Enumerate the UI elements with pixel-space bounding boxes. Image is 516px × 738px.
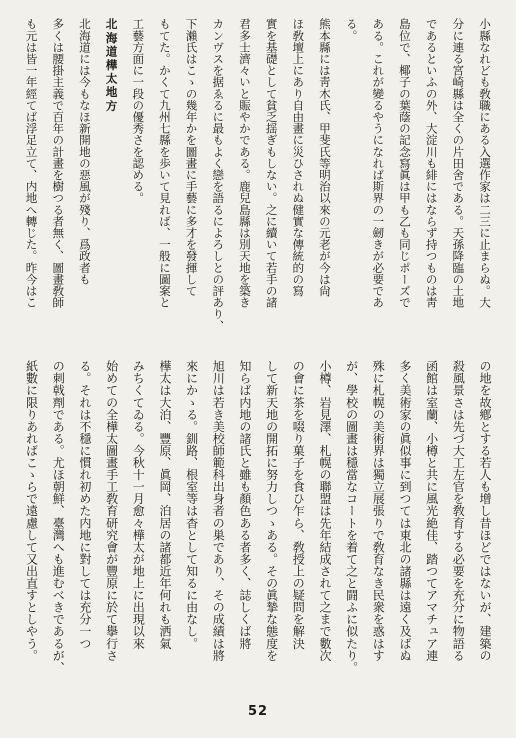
text-line: もてた。かくて九州七縣を歩いて見れば、一般に圖案と: [157, 18, 172, 308]
text-line: ある。これが變るやうになれば斯界の一劒きが必要であ: [371, 18, 386, 308]
text-line: が、學校の圖畫は穩當なコートを着て之と闘ふに似たり。: [344, 360, 359, 674]
text-line: ほ敎壇上にあり自由畫に災ひされぬ健實な傳統的の寫: [291, 18, 306, 297]
text-line: 旭川は若き美校師範科出身者の巣であり、その成績は將: [211, 360, 226, 662]
text-line: 實を基礎として貧乏揺ぎもしない。之に續いて若手の諸: [264, 18, 279, 308]
text-line: 知らば内地の諸氏と雖も顏色ある者多く、誌しくば將: [237, 360, 252, 650]
text-line: も元は皆一年經てば浮足立て、内地へ轉じた。昨今はこ: [24, 18, 39, 308]
text-line: 始めての全樺太圖畫手工敎育研究會が豐原に於て擧行さ: [104, 360, 119, 662]
text-line: 島位で、椰子の葉蔭の記念寫眞は甲も乙も同じポーズで: [397, 18, 412, 308]
text-line: る。それは不穩に慣れ初めた内地に對しては充分一つ: [77, 360, 92, 650]
text-line: 來にかゝる。釧路、根室等は杳として知るに由なし。: [184, 360, 199, 650]
text-line: 紙數に限りあればこゝらで遠慮して又出直すとしやう。: [24, 360, 39, 662]
lower-text-columns: [18, 360, 498, 690]
text-line: 下瀨氏はこゝの幾年かを圖畫に手藝に多才を發揮して: [184, 18, 199, 297]
text-line: の刺戟劑である。尤ほ朝鮮、臺灣へも進むべきであるが、: [51, 360, 66, 674]
text-line: みちくてゐる。今秋十一月愈々樺太が地上に出現以來: [131, 360, 146, 650]
upper-text-columns: [18, 18, 498, 348]
text-line: 殊に札幌の美術界は獨立展張りで敎育なき民衆を惑はす: [371, 360, 386, 662]
text-line: カンヴスを据ゑるに最もよく戀を語るによろしとの評あり、: [211, 18, 226, 332]
text-line: の會に茶を啜り菓子を食ひ乍ら、敎授上の疑問を解決: [291, 360, 306, 650]
text-line: 多く美術家の眞似事に到つては東北の諸縣は遠く及ばぬ: [397, 360, 412, 662]
text-line: して新天地の開拓に努力しつゝある。その眞摯な態度を: [264, 360, 279, 662]
text-line: 小縣なれども敎職にある入選作家は二三に止まらぬ。大: [478, 18, 492, 308]
text-line: る。: [344, 18, 359, 42]
lower-text-block: [18, 360, 498, 690]
upper-text-block: [18, 18, 498, 348]
text-line: 北海道には今もなほ新開地の惡風が殘り、爲政者も: [77, 18, 92, 285]
text-line: 分に連る宮崎縣は全くの片田舍である。天孫降臨の土地: [451, 18, 466, 308]
section-heading: 北海道樺太地方: [104, 18, 119, 114]
text-line: 函館は室蘭、小樽と共に風光絶佳、踏つてアマチュア連: [424, 360, 439, 662]
text-line: 殺風景さは先づ大工左官を敎育する必要を充分に物語る: [451, 360, 466, 662]
page-number: 52: [247, 704, 269, 719]
text-line: 熊本縣には靑木氏、甲斐氏等明治以來の元老が今は尙: [317, 18, 332, 297]
text-line: であるといふの外、大淀川も緋にはならず持つものは靑: [424, 18, 439, 308]
text-line: 多くは腰掛主義で百年の計畫を樹つる者無く、圖畫敎師: [51, 18, 66, 308]
text-line: 小樽、岩見澤、札幌の聯盟は先年結成されて之まで數次: [317, 360, 332, 662]
text-line: の地を故鄕とする若人も增し昔ほどではないが、建築の: [478, 360, 492, 662]
text-line: 君多士濟々いと賑やかである。鹿兒島縣は別天地を築き: [237, 18, 252, 308]
text-line: 樺太は大泊、豐原、眞岡、泊居の諸都近年何れも洒氣: [157, 360, 172, 650]
text-line: 工藝方面に一段の優秀さを認める。: [131, 18, 146, 204]
